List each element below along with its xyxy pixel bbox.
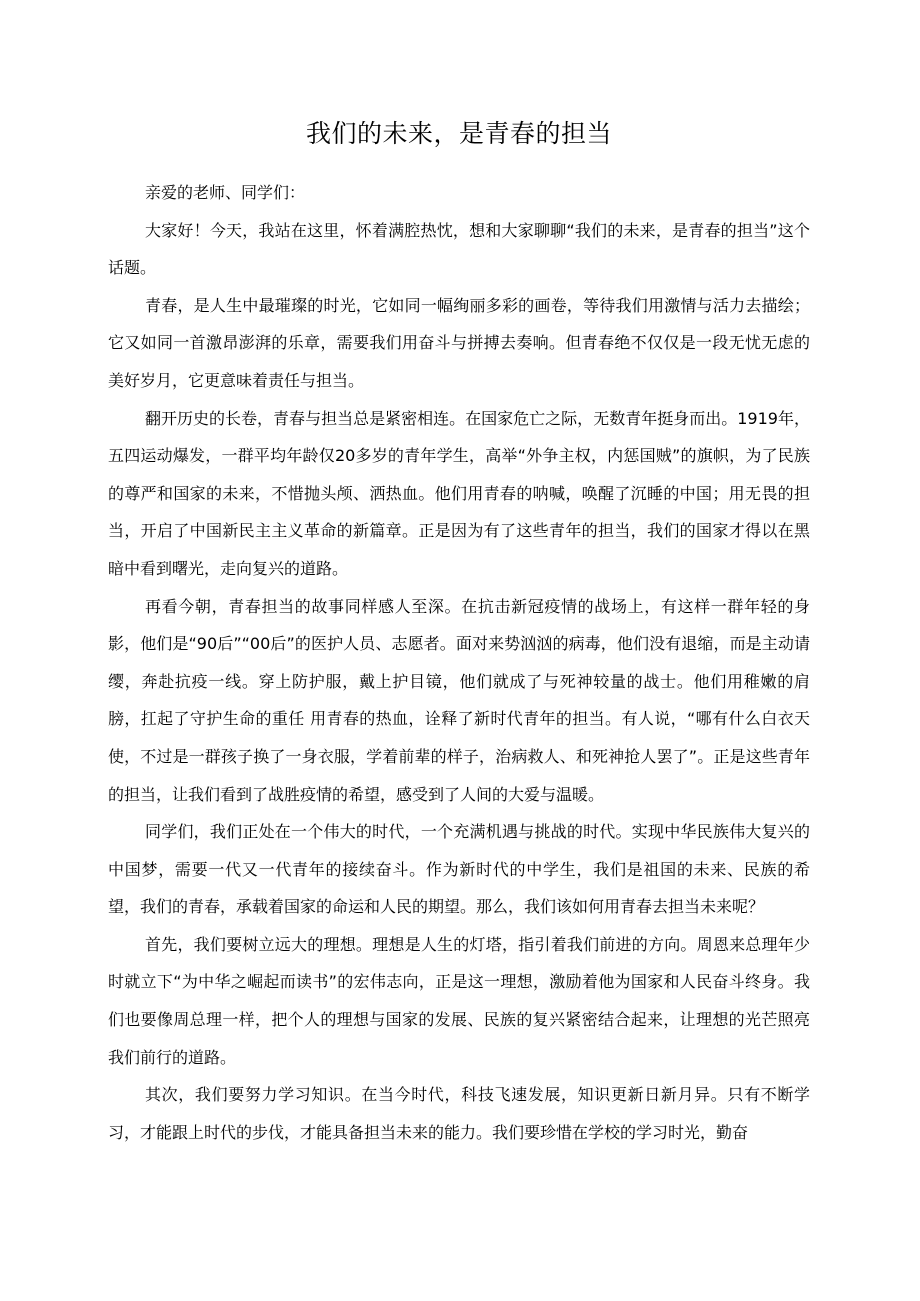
paragraph: 其次，我们要努力学习知识。在当今时代，科技飞速发展，知识更新日新月异。只有不断学习，才能跟上时代的步伐，才能具备担当未来的能力。我们要珍惜在学校的学习时光，勤奋 <box>108 1085 810 1142</box>
salutation: 亲爱的老师、同学们： <box>145 183 306 202</box>
paragraph: 同学们，我们正处在一个伟大的时代，一个充满机遇与挑战的时代。实现中华民族伟大复兴的中国梦，需要一代又一代青年的接续奋斗。作为新时代的中学生，我们是祖国的未来、民族的希望，我们的青春，承载着国家的命运和人民的期望。那么，我们该如何用青春去担当未来呢？ <box>108 822 810 917</box>
page-title: 我们的未来，是青春的担当 <box>305 119 612 148</box>
paragraph: 再看今朝，青春担当的故事同样感人至深。在抗击新冠疫情的战场上，有这样一群年轻的身影，他们是“90后”“00后”的医护人员、志愿者。面对来势汹汹的病毒，他们没有退缩，而是主动请缨，奔赴抗疫一线。穿上防护服，戴上护目镜，他们就成了与死神较量的战士。他们用稚嫩的肩膀，扛起了守护生命的重任 用青春的热血，诠释了新时代青年的担当。有人说，“哪有什么白衣天使，不过是一群孩子换了一身衣服，学着前辈的样子，治病救人、和死神抢人罢了”。正是这些青年的担当，让我们看到了战胜疫情的希望，感受到了人间的大爱与温暖。 <box>108 596 810 804</box>
document-page <box>108 112 810 1151</box>
paragraph: 首先，我们要树立远大的理想。理想是人生的灯塔，指引着我们前进的方向。周恩来总理年少时就立下“为中华之崛起而读书”的宏伟志向，正是这一理想，激励着他为国家和人民奋斗终身。我们也要像周总理一样，把个人的理想与国家的发展、民族的复兴紧密结合起来，让理想的光芒照亮我们前行的道路。 <box>108 934 810 1067</box>
paragraph: 大家好！今天，我站在这里，怀着满腔热忱，想和大家聊聊“我们的未来，是青春的担当”这个话题。 <box>108 220 810 278</box>
paragraph: 翻开历史的长卷，青春与担当总是紧密相连。在国家危亡之际，无数青年挺身而出。1919年，五四运动爆发，一群平均年龄仅20多岁的青年学生，高举“外争主权，内惩国贼”的旗帜，为了民族的尊严和国家的未来，不惜抛头颅、洒热血。他们用青春的呐喊，唤醒了沉睡的中国；用无畏的担当，开启了中国新民主主义革命的新篇章。正是因为有了这些青年的担当，我们的国家才得以在黑暗中看到曙光，走向复兴的道路。 <box>108 408 810 578</box>
paragraph: 青春，是人生中最璀璨的时光，它如同一幅绚丽多彩的画卷，等待我们用激情与活力去描绘；它又如同一首激昂澎湃的乐章，需要我们用奋斗与拼搏去奏响。但青春绝不仅仅是一段无忧无虑的美好岁月，它更意味着责任与担当。 <box>108 295 810 390</box>
